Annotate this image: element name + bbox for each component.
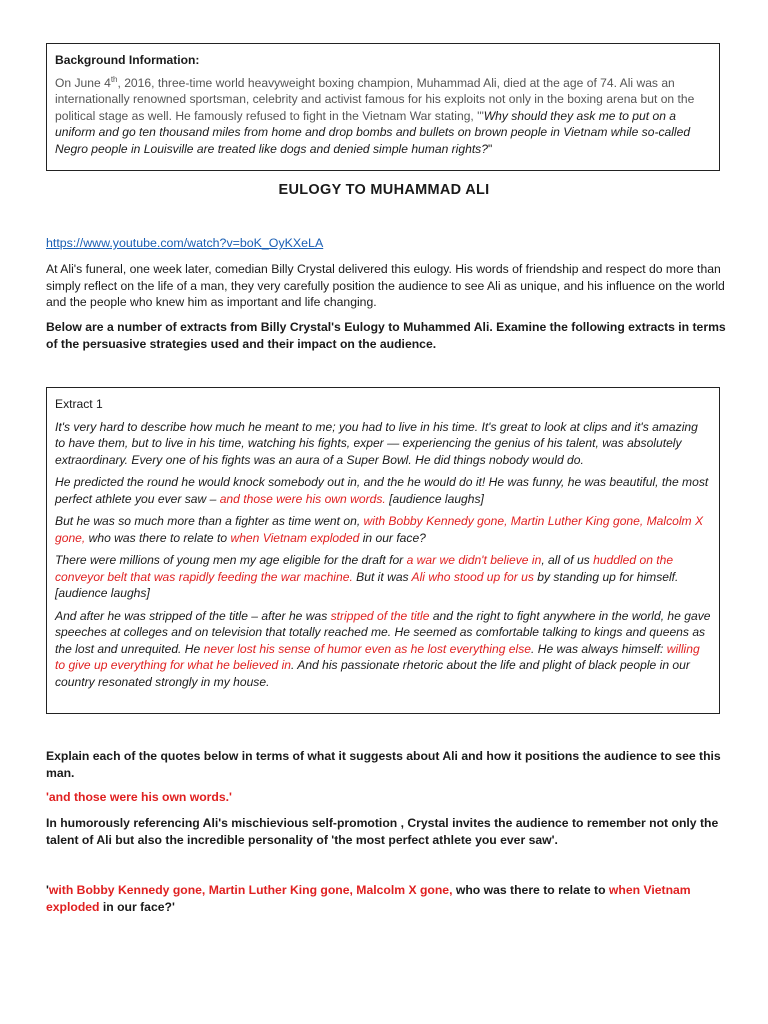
instructions-paragraph: Below are a number of extracts from Billy Crystal's Eulogy to Muhammed Ali. Examine the following extracts in terms of the persuasive strategies used and their impact on the audience. bbox=[46, 320, 726, 351]
ex3-highlight-1: with Bobby Kennedy gone, Martin Luther King gone, Malcolm X gone, bbox=[55, 514, 704, 545]
intro-paragraph: At Ali's funeral, one week later, comedian Billy Crystal delivered this eulogy. His words of friendship and respect do more than simply reflect on the life of a man, they very carefully position the audience to see Ali as unique, and his influence on the world and the people who knew him as important and life changing. bbox=[46, 262, 725, 310]
youtube-link[interactable]: https://www.youtube.com/watch?v=boK_OyKXeLA bbox=[46, 236, 324, 250]
question-instructions: Explain each of the quotes below in terms of what it suggests about Ali and how it positions the audience to see this man. bbox=[46, 749, 721, 780]
background-heading: Background Information: bbox=[55, 53, 200, 67]
extract-heading: Extract 1 bbox=[55, 397, 103, 411]
ex3-highlight-2: when Vietnam exploded bbox=[230, 530, 360, 545]
ex4-highlight-3: Ali who stood up for us bbox=[411, 569, 534, 584]
ex5-highlight-1: stripped of the title bbox=[330, 608, 430, 623]
ex2-text-b: [audience laughs] bbox=[385, 491, 484, 506]
ex3-text: But he was so much more than a fighter as time went on, bbox=[55, 514, 364, 528]
ex5-text-c: . He was always himself: bbox=[530, 641, 667, 656]
q2-close: in our face?' bbox=[99, 899, 175, 914]
ex5-text-d: . And his passionate rhetoric about the life and plight of black people in our country resonated strongly in my house. bbox=[55, 658, 690, 689]
quote-1: 'and those were his own words.' bbox=[46, 790, 232, 804]
ex4-text-d: by standing up for himself. [audience laughs] bbox=[55, 569, 679, 600]
ex4-highlight-1: a war we didn't believe in bbox=[406, 553, 542, 567]
page-title: EULOGY TO MUHAMMAD ALI bbox=[278, 182, 490, 198]
ex2-highlight: and those were his own words. bbox=[219, 491, 386, 506]
ex3-text-c: in our face? bbox=[359, 530, 426, 545]
bg-sup: th bbox=[110, 74, 118, 84]
ex4-text-b: , all of us bbox=[541, 553, 594, 567]
bg-text-1: On June 4 bbox=[55, 75, 111, 90]
q2-text: who was there to relate to bbox=[452, 883, 609, 897]
ali-quote: Why should they ask me to put on a uniform and go ten thousand miles from home and drop bombs and bullets on brown people in Vietnam while so-called Negro people in Louisville are treated like dogs and denied simple human rights? bbox=[55, 108, 691, 156]
extract-paragraph-1: It's very hard to describe how much he meant to me; you had to live in his time. It's great to look at clips and it's amazing to have them, but to live in his time, watching his fights, exper — experiencing the genius of his talent, was absolutely extraordinary. Every one of his fights was an aura of a Super Bowl. He did things nobody would do. bbox=[55, 419, 698, 467]
ex5-highlight-2: never lost his sense of humor even as he lost everything else bbox=[203, 641, 531, 656]
bg-close: " bbox=[487, 141, 493, 156]
ex3-text-b: who was there to relate to bbox=[85, 530, 231, 545]
extract-1-box bbox=[46, 387, 720, 714]
q2-highlight-1: with Bobby Kennedy gone, Martin Luther King gone, Malcolm X gone, bbox=[48, 883, 453, 897]
extract-paragraph-2 bbox=[55, 474, 711, 507]
ex5-text: And after he was stripped of the title – after he was bbox=[55, 608, 331, 623]
ex4-text-c: But it was bbox=[352, 569, 412, 584]
quote-2 bbox=[46, 882, 726, 915]
background-paragraph bbox=[55, 75, 711, 158]
ex2-text: He predicted the round he would knock somebody out in, and the he would do it! He was funny, he was beautiful, the most perfect athlete you ever saw – bbox=[55, 475, 709, 506]
ex5-highlight-3: willing to give up everything for what he believed in bbox=[55, 641, 700, 672]
ex4-highlight-2: huddled on the conveyor belt that was rapidly feeding the war machine. bbox=[55, 553, 674, 584]
q2-highlight-2: when Vietnam exploded bbox=[46, 883, 691, 914]
q2-open: ' bbox=[46, 883, 49, 897]
bg-text-2: , 2016, three-time world heavyweight boxing champion, Muhammad Ali, died at the age of 74. Ali was an internationally renowned sportsman, celebrity and activist famous for his exploits not only in the boxing arena but on the political stage as well. He famously refused to fight in the Vietnam War stating, '" bbox=[55, 75, 695, 123]
ex5-text-b: and the right to fight anywhere in the world, he gave speeches at colleges and on television that totally reached me. He seemed as comfortable talking to kings and queens as the lost and unrequited. He bbox=[55, 608, 711, 656]
extract-paragraph-3 bbox=[55, 513, 711, 546]
ex4-text: There were millions of young men my age eligible for the draft for bbox=[55, 553, 407, 567]
answer-1: In humorously referencing Ali's mischievious self-promotion , Crystal invites the audience to remember not only the talent of Ali but also the incredible personality of 'the most perfect athlete you ever saw'. bbox=[46, 816, 719, 847]
extract-paragraph-5 bbox=[55, 608, 711, 691]
background-information-box bbox=[46, 43, 720, 171]
extract-paragraph-4 bbox=[55, 552, 711, 602]
